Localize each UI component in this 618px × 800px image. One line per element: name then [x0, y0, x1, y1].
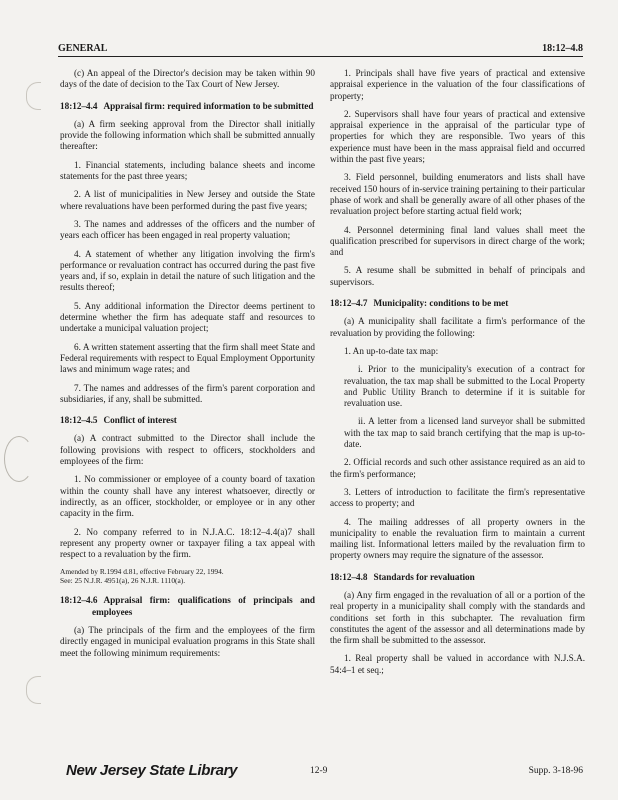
margin-mark — [26, 676, 41, 704]
section-title: Appraisal firm: required information to be submitted — [103, 100, 314, 111]
paragraph: (a) A municipality shall facilitate a firm's performance of the revaluation by providing the following: — [330, 316, 585, 338]
section-number: 18:12–4.7 — [330, 298, 368, 309]
sub-list-item: i. Prior to the municipality's execution of a contract for revaluation, the tax map shall be submitted to the Local Property and Public Utility Branch to determine if it is suitable for revaluation use. — [344, 364, 585, 409]
list-item: 3. Field personnel, building enumerators and lists shall have received 150 hours of in-service training pertaining to their particular phase of work and shall be generally aware of all other phases of the revaluation project before starting actual field work; — [330, 172, 585, 217]
list-item: 2. Supervisors shall have four years of practical and extensive appraisal experience in the appraisal of the particular type of properties for which they are responsible. Two years of this experience must have been in the mass appraisal field and occurred within the past five years; — [330, 108, 585, 165]
section-heading — [330, 298, 585, 309]
section-number: 18:12–4.8 — [330, 571, 368, 582]
header-section-title: GENERAL — [58, 43, 108, 54]
section-number: 18:12–4.4 — [60, 100, 98, 111]
section-title: Conflict of interest — [103, 415, 177, 426]
list-item: 3. Letters of introduction to facilitate the firm's representative access to property; and — [330, 486, 585, 509]
list-item: 2. Official records and such other assistance required as an aid to the firm's performance; — [330, 457, 585, 479]
section-heading — [60, 101, 315, 112]
list-item: 1. Real property shall be valued in accordance with N.J.S.A. 54:4–1 et seq.; — [330, 653, 585, 675]
paragraph: (a) The principals of the firm and the employees of the firm directly engaged in municipal evaluation programs in this State shall meet the following minimum requirements: — [60, 624, 315, 658]
right-column — [330, 68, 585, 683]
section-heading — [60, 415, 315, 426]
paragraph: (a) Any firm engaged in the revaluation of all or a portion of the real property in a municipality shall comply with the standards and conditions set forth in this subchapter. The revaluation firm constitutes the agent of the assessor and all determinations made by the firm shall be submitted to the assessor. — [330, 589, 585, 646]
list-item: 4. The mailing addresses of all property owners in the municipality to enable the revaluation firm to maintain a current mailing list. Informational letters mailed by the revaluation firm to property owners may require the signature of the assessor. — [330, 516, 585, 561]
list-item: 1. No commissioner or employee of a county board of taxation within the county shall have any interest whatsoever, directly or indirectly, as an officer, stockholder, or employee or in any other capacity in the firm. — [60, 474, 315, 519]
list-item: 1. Financial statements, including balance sheets and income statements for the past three years; — [60, 159, 315, 182]
amendment-note — [60, 567, 315, 585]
supplement-date: Supp. 3-18-96 — [528, 766, 583, 776]
list-item: 1. Principals shall have five years of practical and extensive appraisal experience in the valuation of the four classifications of property; — [330, 68, 585, 101]
section-number: 18:12–4.6 — [60, 595, 98, 606]
section-title: Standards for revaluation — [373, 571, 475, 582]
list-item: 4. A statement of whether any litigation involving the firm's performance or revaluation contract has occurred during the past five years and, if so, explain in detail the nature of such litigation and the results thereof; — [60, 248, 315, 293]
list-item: 2. No company referred to in N.J.A.C. 18:12–4.4(a)7 shall represent any property owner or taxpayer filing a tax appeal with respect to a revaluation by the firm. — [60, 526, 315, 560]
amendment-line: See: 25 N.J.R. 4951(a), 26 N.J.R. 1110(a). — [60, 576, 186, 586]
list-item: 7. The names and addresses of the firm's parent corporation and subsidiaries, if any, shall be submitted. — [60, 382, 315, 404]
paragraph: (c) An appeal of the Director's decision may be taken within 90 days of the date of decision to the Tax Court of New Jersey. — [60, 68, 315, 90]
list-item: 3. The names and addresses of the officers and the number of years each officer has been engaged in real property valuation; — [60, 218, 315, 241]
list-item: 4. Personnel determining final land values shall meet the qualification prescribed for supervisors in direct charge of the work; and — [330, 224, 585, 258]
section-title: Municipality: conditions to be met — [373, 298, 509, 309]
list-item: 5. A resume shall be submitted in behalf of principals and supervisors. — [330, 265, 585, 287]
page-number: 12-9 — [310, 766, 328, 776]
list-item: 5. Any additional information the Director deems pertinent to determine whether the firm has adequate staff and resources to undertake a municipal valuation project; — [60, 300, 315, 334]
header-section-number: 18:12–4.8 — [542, 43, 583, 54]
section-heading — [60, 595, 315, 618]
list-item: 2. A list of municipalities in New Jersey and outside the State where revaluations have been performed during the past five years; — [60, 189, 315, 211]
running-header — [58, 40, 583, 57]
paragraph: (a) A contract submitted to the Director shall include the following provisions with respect to officers, stockholders and employees of the firm: — [60, 433, 315, 467]
section-title: Appraisal firm: qualifications of principals and employees — [92, 595, 315, 617]
left-column — [60, 68, 315, 666]
section-number: 18:12–4.5 — [60, 415, 98, 426]
margin-mark — [26, 82, 41, 110]
punch-hole — [4, 436, 34, 482]
library-stamp: New Jersey State Library — [66, 762, 238, 779]
amendment-line: Amended by R.1994 d.81, effective February 22, 1994. — [60, 567, 224, 577]
sub-list-item: ii. A letter from a licensed land surveyor shall be submitted with the tax map to said branch certifying that the map is up-to-date. — [344, 416, 585, 450]
list-item: 1. An up-to-date tax map: — [344, 345, 439, 356]
list-item: 6. A written statement asserting that the firm shall meet State and Federal requirements with respect to Equal Employment Opportunity laws and minimum wage rates; and — [60, 341, 315, 375]
section-heading — [330, 572, 585, 583]
paragraph: (a) A firm seeking approval from the Director shall initially provide the following information which shall be submitted annually thereafter: — [60, 118, 315, 152]
page-footer — [58, 762, 583, 784]
